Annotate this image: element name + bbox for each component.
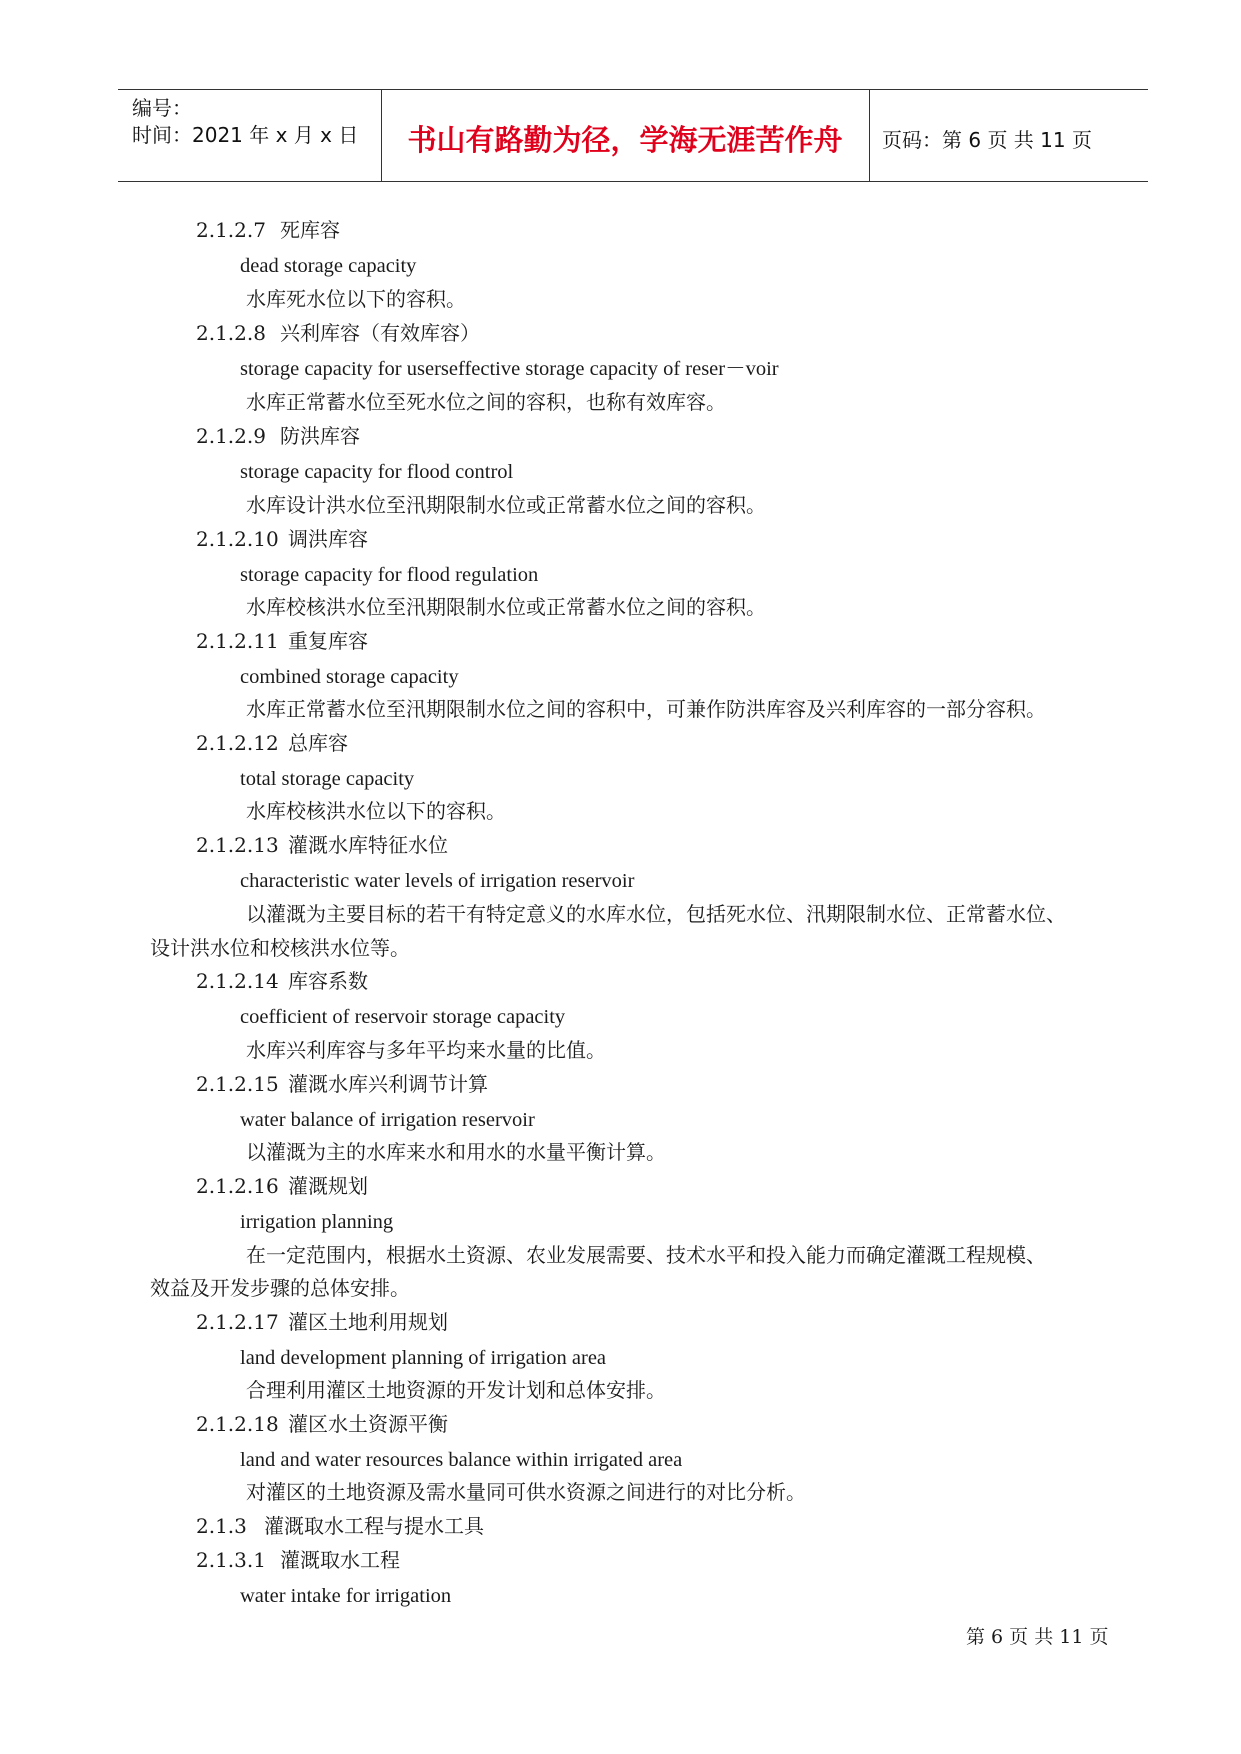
term-heading bbox=[196, 832, 448, 858]
term-english: storage capacity for userseffective storage capacity of reser－voir bbox=[240, 358, 779, 380]
term-title: 兴利库容（有效库容） bbox=[280, 321, 480, 345]
header-page-label: 页码：第 6 页 共 11 页 bbox=[882, 128, 1092, 152]
term-definition: 水库正常蓄水位至汛期限制水位之间的容积中，可兼作防洪库容及兴利库容的一部分容积。 bbox=[246, 697, 1046, 721]
section-number: 2.1.3 bbox=[196, 1514, 247, 1538]
term-definition: 水库正常蓄水位至死水位之间的容积，也称有效库容。 bbox=[246, 390, 726, 414]
header-top-rule bbox=[118, 89, 1148, 90]
term-definition: 水库死水位以下的容积。 bbox=[246, 287, 466, 311]
term-heading bbox=[196, 1173, 368, 1199]
term-title: 灌区土地利用规划 bbox=[288, 1310, 448, 1334]
term-english: characteristic water levels of irrigation reservoir bbox=[240, 870, 635, 892]
term-english: combined storage capacity bbox=[240, 666, 459, 688]
term-english: storage capacity for flood regulation bbox=[240, 564, 539, 586]
term-title: 库容系数 bbox=[288, 969, 368, 993]
term-title: 重复库容 bbox=[288, 629, 368, 653]
term-title: 死库容 bbox=[280, 218, 340, 242]
term-heading bbox=[196, 1547, 400, 1573]
term-heading bbox=[196, 320, 480, 346]
term-heading bbox=[196, 1309, 448, 1335]
term-english: total storage capacity bbox=[240, 768, 415, 790]
page-footer: 第 6 页 共 11 页 bbox=[966, 1626, 1109, 1648]
term-definition-continued: 设计洪水位和校核洪水位等。 bbox=[150, 936, 410, 960]
term-heading bbox=[196, 730, 348, 756]
term-definition: 以灌溉为主要目标的若干有特定意义的水库水位，包括死水位、汛期限制水位、正常蓄水位、 bbox=[246, 902, 1066, 926]
term-heading bbox=[196, 217, 340, 243]
term-english: land development planning of irrigation area bbox=[240, 1347, 607, 1369]
term-definition: 水库校核洪水位至汛期限制水位或正常蓄水位之间的容积。 bbox=[246, 595, 766, 619]
term-number: 2.1.2.11 bbox=[196, 629, 279, 653]
term-definition: 水库设计洪水位至汛期限制水位或正常蓄水位之间的容积。 bbox=[246, 493, 766, 517]
term-english: storage capacity for flood control bbox=[240, 461, 514, 483]
term-number: 2.1.2.15 bbox=[196, 1072, 279, 1096]
term-number: 2.1.3.1 bbox=[196, 1548, 266, 1572]
term-english: water intake for irrigation bbox=[240, 1585, 452, 1607]
term-heading bbox=[196, 968, 368, 994]
section-title: 灌溉取水工程与提水工具 bbox=[264, 1514, 484, 1538]
term-title: 调洪库容 bbox=[288, 527, 368, 551]
header-divider-right bbox=[869, 90, 870, 182]
term-heading bbox=[196, 1071, 488, 1097]
term-heading bbox=[196, 628, 368, 654]
term-definition-continued: 效益及开发步骤的总体安排。 bbox=[150, 1276, 410, 1300]
term-heading bbox=[196, 1411, 448, 1437]
term-title: 灌溉水库特征水位 bbox=[288, 833, 448, 857]
term-definition: 在一定范围内，根据水土资源、农业发展需要、技术水平和投入能力而确定灌溉工程规模、 bbox=[246, 1243, 1046, 1267]
term-title: 灌区水土资源平衡 bbox=[288, 1412, 448, 1436]
term-definition: 水库校核洪水位以下的容积。 bbox=[246, 799, 506, 823]
term-number: 2.1.2.16 bbox=[196, 1174, 279, 1198]
term-number: 2.1.2.17 bbox=[196, 1310, 279, 1334]
term-number: 2.1.2.18 bbox=[196, 1412, 279, 1436]
term-definition: 对灌区的土地资源及需水量同可供水资源之间进行的对比分析。 bbox=[246, 1480, 806, 1504]
term-english: coefficient of reservoir storage capacity bbox=[240, 1006, 566, 1028]
header-motto: 书山有路勤为径，学海无涯苦作舟 bbox=[407, 123, 843, 157]
term-title: 灌溉水库兴利调节计算 bbox=[288, 1072, 488, 1096]
term-english: water balance of irrigation reservoir bbox=[240, 1109, 535, 1131]
date-label: 时间：2021 年 x 月 x 日 bbox=[132, 123, 359, 147]
header-bottom-rule bbox=[118, 181, 1148, 182]
term-title: 防洪库容 bbox=[280, 424, 360, 448]
serial-number-label: 编号： bbox=[132, 96, 192, 120]
term-number: 2.1.2.9 bbox=[196, 424, 266, 448]
term-number: 2.1.2.12 bbox=[196, 731, 279, 755]
term-heading bbox=[196, 423, 360, 449]
term-number: 2.1.2.14 bbox=[196, 969, 279, 993]
term-title: 灌溉规划 bbox=[288, 1174, 368, 1198]
term-number: 2.1.2.7 bbox=[196, 218, 266, 242]
term-english: irrigation planning bbox=[240, 1211, 394, 1233]
term-english: dead storage capacity bbox=[240, 255, 417, 277]
section-heading bbox=[196, 1513, 484, 1539]
term-number: 2.1.2.13 bbox=[196, 833, 279, 857]
term-definition: 合理利用灌区土地资源的开发计划和总体安排。 bbox=[246, 1378, 666, 1402]
term-heading bbox=[196, 526, 368, 552]
term-title: 总库容 bbox=[288, 731, 348, 755]
term-number: 2.1.2.8 bbox=[196, 321, 266, 345]
term-english: land and water resources balance within irrigated area bbox=[240, 1449, 683, 1471]
term-definition: 以灌溉为主的水库来水和用水的水量平衡计算。 bbox=[246, 1140, 666, 1164]
term-title: 灌溉取水工程 bbox=[280, 1548, 400, 1572]
term-definition: 水库兴利库容与多年平均来水量的比值。 bbox=[246, 1038, 606, 1062]
term-number: 2.1.2.10 bbox=[196, 527, 279, 551]
